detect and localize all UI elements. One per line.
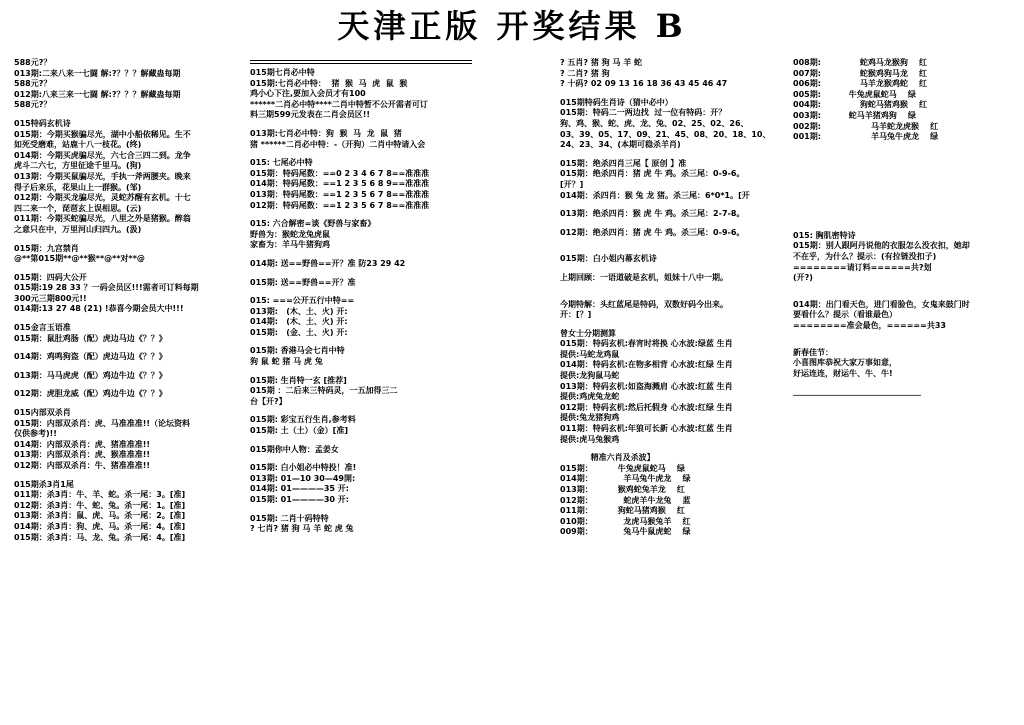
text-line: 015期杀3肖1尾 (14, 479, 74, 489)
blank-line (560, 90, 788, 98)
text-line: 015期:七肖必中特： 猪 猴 马 虎 鼠 猴 (250, 78, 408, 88)
text-line: 015期: 彩宝五行生肖,参考料 (250, 415, 356, 425)
text-line: 014期: (木、土、火) 开: (250, 317, 348, 327)
text-line: ========准会最色，======共33 (793, 320, 946, 330)
text-line: ========请订料======共?划 (793, 262, 932, 272)
text-line: ? 十码? 02 09 13 16 18 36 43 45 46 47 (560, 79, 728, 89)
text-line: 015期 ：二后来三特码灵，一五加得三二 (250, 386, 398, 396)
blank-line (793, 175, 1017, 183)
blank-line (793, 207, 1017, 215)
text-line: 588元?？ (14, 58, 52, 67)
text-line: 提供:鸡虎兔龙蛇 (560, 392, 620, 402)
text-line: 要看什么？提示（看谁最色） (793, 310, 897, 320)
blank-line (793, 199, 1017, 207)
text-line: 015期：九宫禁肖 (14, 243, 79, 253)
text-line: 014期：鸡鸣狗盗（配）虎边马边《？？》 (14, 352, 167, 362)
text-line: 010期： 龙虎马猴兔羊 红 (560, 516, 691, 526)
text-line: 014期： 羊马兔牛虎龙 绿 (560, 474, 691, 484)
text-line: 012期： 蛇虎羊牛龙兔 蓝 (560, 495, 691, 505)
text-line: 014期：杀四肖：猴 兔 龙 猪。杀三尾：6*0*1。[开 (560, 190, 750, 200)
blank-line (793, 183, 1017, 191)
text-line: 虎斗二六七，方里征途千里马。(狗) (14, 161, 142, 171)
blank-line (560, 220, 788, 228)
text-line: 015期: 白小姐必中特投！准! (250, 463, 357, 473)
text-line: 013期：马马虎虎（配）鸡边牛边《？？》 (14, 370, 167, 380)
text-line: 012期：杀3肖：牛、蛇、兔。杀一尾：1。[准] (14, 500, 186, 510)
text-line: 新春佳节： (793, 347, 833, 357)
text-line: 012期：今期买龙骗尽光，灵蛇苏醒有玄机。十七 (14, 193, 191, 203)
blank-line (560, 265, 788, 273)
text-line: 014期:13 27 48 (21) !恭喜今期会员大中!!! (14, 304, 184, 314)
text-line: 今期特解：头红蓝尾是特码，双数好码今出来。 (560, 299, 728, 309)
text-line: 不在乎，为什么？提示：(有拉链没扣子) (793, 251, 937, 261)
text-line: 四二来一个，琵琶玄上误相思。(云) (14, 203, 142, 213)
blank-line (14, 400, 242, 408)
text-line: 015期七肖必中特 (250, 68, 315, 77)
text-line: 015特码玄机诗 (14, 118, 71, 128)
text-line: 013期: 01—10 30—49開: (250, 473, 356, 483)
blank-line (793, 215, 1017, 223)
text-line: 006期: 马羊龙猴鸡蛇 红 (793, 79, 928, 89)
text-line: 台【开?】 (250, 396, 287, 406)
blank-line (793, 223, 1017, 231)
page-title: 天津正版 开奖结果 B (337, 7, 687, 45)
blank-line (560, 201, 788, 209)
blank-line (793, 340, 1017, 348)
text-line: 015: ===公开五行中特== (250, 296, 355, 306)
text-line: 014期：特码玄机:在物多相背 心水波:红绿 生肖 (560, 360, 733, 370)
blank-line (14, 111, 242, 119)
blank-line (560, 284, 788, 292)
blank-line (250, 150, 472, 158)
blank-line (560, 321, 788, 329)
text-line: 002期: 马羊蛇龙虎猴 红 (793, 121, 939, 131)
double-rule (250, 60, 472, 64)
text-line: 013期:七肖必中特：狗 猴 马 龙 鼠 猪 (250, 128, 402, 138)
text-line: 如死受磨难，站鹿十八一枝花。(终) (14, 140, 142, 150)
text-line: 012期：特码尾数：==1 2 3 5 6 7 8==准准准 (250, 200, 430, 210)
text-line: 588元?？ (14, 79, 52, 89)
blank-line (793, 167, 1017, 175)
text-line: 015期: 二肖十码特特 (250, 513, 329, 523)
text-line: 013期：特码玄机:如盗海溅肩 心水波:红蓝 生肖 (560, 381, 733, 391)
text-line: 014期：杀3肖：狗、虎、马。杀一尾：4。[准] (14, 521, 186, 531)
text-line: 015期: 01————30 开: (250, 495, 349, 504)
blank-line (793, 151, 1017, 159)
text-line: 013期：杀3肖：鼠、虎、马。杀一尾：2。[准] (14, 511, 186, 521)
text-line: 得子后来乐，花果山上一群猴。(邹) (14, 182, 142, 192)
text-line: 015期：白小姐内幕玄机诗 (560, 254, 657, 264)
text-line: 家畜为：羊马牛猪狗鸡 (250, 240, 330, 250)
text-line: 005期: 牛兔虎鼠蛇马 绿 (793, 89, 916, 99)
text-line: 015期: (金、土、火) 开: (250, 327, 348, 337)
text-line: ? 二肖? 猪 狗 (560, 68, 610, 78)
text-line: 料三期599元发表在二肖会员区!! (250, 110, 370, 120)
text-line: 012期：虎胆龙威（配）鸡边牛边《？？》 (14, 389, 167, 399)
text-line: 015期你中人物：孟姜女 (250, 444, 339, 454)
text-line: 015期: 香港马会七肖中特 (250, 346, 345, 356)
blank-line (793, 332, 1017, 340)
text-line: 015期：绝杀四肖：猪 虎 牛 鸡。杀三尾：0-9-6。 (560, 169, 745, 179)
text-line: 011期：特码玄机:年狼可长新 心水波:红蓝 生肖 (560, 424, 733, 434)
blank-line (250, 437, 472, 445)
blank-line (793, 292, 1017, 300)
text-line: 011期： 狗蛇马猪鸡猴 红 (560, 506, 685, 516)
text-line: 好运连连，财运牛、牛、牛! (793, 368, 893, 378)
text-line: 015金言玉语准 (14, 323, 71, 333)
text-line: 588元?？ (14, 100, 52, 110)
text-line: 013期： 猴鸡蛇兔羊龙 红 (560, 485, 685, 494)
text-line: 015期: 生肖特一玄 [推荐] (250, 375, 347, 385)
text-line: 013期：特码尾数：==1 2 3 5 6 7 8==准准准 (250, 189, 430, 199)
text-line: 013期：绝杀四肖：猴 虎 牛 鸡。杀三尾：2-7-8。 (560, 209, 745, 219)
column-1 (14, 58, 242, 722)
text-line: 011期：杀3肖：牛、羊、蛇。杀一尾：3。[准] (14, 490, 186, 500)
blank-line (250, 506, 472, 514)
text-line: 014期：出门看天色，进门看脸色，女鬼来鼓门时 (793, 299, 970, 309)
blank-line (793, 143, 1017, 151)
blank-line (793, 284, 1017, 292)
text-line: 提供:马蛇龙鸡鼠 (560, 349, 620, 359)
blank-line (14, 472, 242, 480)
column-3 (560, 58, 788, 722)
text-line: 004期: 狗蛇马猪鸡猴 红 (793, 100, 928, 110)
text-line: [开？] (560, 179, 584, 189)
blank-line (560, 238, 788, 246)
text-line: 009期： 兔马牛鼠虎蛇 绿 (560, 527, 691, 537)
text-line: 012期：内部双杀肖：牛、猪准准准!! (14, 461, 150, 470)
text-line: 上期回顾：一语道破是玄机，姐妹十八中一期。 (560, 272, 728, 282)
blank-line (14, 236, 242, 244)
text-line: ******二肖必中特****二肖中特暂不公开需者可订 (250, 99, 428, 109)
text-line: 012期:八来三来一七闘 解:?？？？解藏蛊每期 (14, 89, 181, 99)
blank-line (250, 121, 472, 129)
text-line: 015内部双杀肖 (14, 408, 71, 418)
text-line: 014期：内部双杀肖：虎、猪准准准!! (14, 439, 150, 449)
blank-line (14, 315, 242, 323)
text-line: 015期： 牛兔虎鼠蛇马 绿 (560, 463, 685, 473)
text-line: 014期: 送==野兽==开？准 防23 29 42 (250, 258, 406, 268)
text-line: 003期: 蛇马羊猪鸡狗 绿 (793, 110, 916, 120)
text-line: (开?) (793, 273, 813, 283)
text-line: 007期: 蛇猴鸡狗马龙 红 (793, 68, 928, 78)
blank-line (793, 191, 1017, 199)
blank-line (14, 363, 242, 371)
text-line: ? 七肖? 猪 狗 马 羊 蛇 虎 兔 (250, 524, 354, 534)
column-2 (250, 58, 472, 722)
text-line: 015期: 送==野兽==开？准 (250, 277, 356, 287)
blank-line (560, 292, 788, 300)
text-line: 014期：特码尾数：==1 2 3 5 6 8 9==准准准 (250, 179, 430, 189)
column-4 (793, 58, 1017, 722)
text-line: 015期：绝杀四肖三尾【 原创 】准 (560, 158, 687, 168)
text-line: 015期：特码尾数：==0 2 3 4 6 7 8==准准准 (250, 168, 430, 178)
text-line: 015期：特码玄机:春宵时将换 心水波:绿蓝 生肖 (560, 339, 733, 349)
text-line: 提供:虎马兔猴鸡 (560, 434, 620, 444)
text-line: 野兽为：猴蛇龙兔虎鼠 (250, 229, 330, 239)
text-line: 013期: (木、土、火) 开: (250, 306, 348, 316)
blank-line (250, 270, 472, 278)
blank-line (250, 288, 472, 296)
text-line: 猪 ******二肖必中特：-（开狗）二肖中特请入会 (250, 139, 426, 149)
text-line: 提供:龙狗鼠马蛇 (560, 371, 620, 381)
text-line: 014期：今期买虎骗尽光，六七合三四二到。龙争 (14, 150, 191, 160)
text-line: 013期:二来八来一七闘 解:?？？？解藏蛊每期 (14, 68, 181, 78)
text-line: 008期: 蛇鸡马龙猴狗 红 (793, 58, 928, 67)
text-line: 300元三期800元!! (14, 293, 87, 303)
text-line: 015期:19 28 33 ？一码会员区!!!需者可订料每期 (14, 283, 199, 293)
text-line: 小喜图库恭祝大家万事如意， (793, 358, 897, 368)
text-line: 015期：别人跟阿丹说他的衣服怎么没衣扣，她却 (793, 241, 970, 251)
blank-line (793, 379, 1017, 387)
text-line: 014期: 01————35 开: (250, 484, 349, 494)
text-line: 提供:兔龙猪狗鸡 (560, 413, 620, 423)
text-line: 24、23、34、(本期可稳杀羊肖) (560, 140, 681, 150)
text-line: 015: 六合解密=谈《野兽与家畜》 (250, 219, 376, 229)
text-line: 011期：今期买蛇骗尽光，八里之外是猪猴。醉翁 (14, 214, 191, 224)
text-line: 015: 胸肌密特诗 (793, 230, 856, 240)
text-line: 曾女士分期测算 (560, 328, 616, 338)
text-line: 013期：今期买鼠骗尽光，手执一斧两腰夹。晚来 (14, 171, 191, 181)
text-line: 开：[？] (560, 310, 592, 320)
blank-line (560, 151, 788, 159)
text-line: 015期特码生肖诗（猜中必中） (560, 97, 673, 107)
blank-line (250, 251, 472, 259)
text-line: 001期: 羊马兔牛虎龙 绿 (793, 132, 939, 142)
text-line: 之意只在中，万里河山归四九。(汲) (14, 224, 142, 234)
text-line: 仅供参考)!! (14, 429, 57, 439)
blank-line (250, 368, 472, 376)
text-line: 精准六肖及杀波】 (560, 453, 655, 463)
text-line: 015期：今期买猴骗尽光，湖中小船依稀见。生不 (14, 129, 191, 139)
text-line: 03、39、05、17、09、21、45、08、20、18、10、 (560, 129, 771, 139)
text-line: @**第015期**@**猴**@**对**@ (14, 254, 145, 264)
blank-line (793, 159, 1017, 167)
text-line: 015期：内部双杀肖：虎、马准准准!!（论坛资料 (14, 418, 190, 428)
text-line: 狗 鼠 蛇 猪 马 虎 兔 (250, 357, 323, 367)
text-line: 015期: 土（土）（金）[准] (250, 426, 348, 436)
text-line: 015期：杀3肖：马、龙、兔。杀一尾：4。[准] (14, 532, 186, 542)
blank-line (14, 265, 242, 273)
text-line: 鸡小心下注,要加入会员才有100 (250, 89, 366, 99)
text-line: 015期：鼠肚鸡肠（配）虎边马边《？？》 (14, 333, 167, 343)
text-line: 013期：内部双杀肖：虎、猴准准准!! (14, 450, 150, 460)
text-line: 015期：四码大公开 (14, 272, 87, 282)
text-line: ? 五肖? 猪 狗 马 羊 蛇 (560, 58, 642, 67)
blank-line (250, 211, 472, 219)
text-line: 015: 七尾必中特 (250, 158, 313, 168)
text-line: 狗、鸡、猴、蛇、虎、龙、兔、02、25、02、26、 (560, 118, 749, 128)
text-line: 012期：特码玄机:然后托假身 心水波:红绿 生肖 (560, 402, 733, 412)
text-line: ________________________________ (793, 387, 921, 397)
text-line: 012期：绝杀四肖：猪 虎 牛 鸡。杀三尾：0-9-6。 (560, 227, 745, 237)
text-line: 015期：特码二一两边找 过一位有特码：开？ (560, 108, 727, 118)
